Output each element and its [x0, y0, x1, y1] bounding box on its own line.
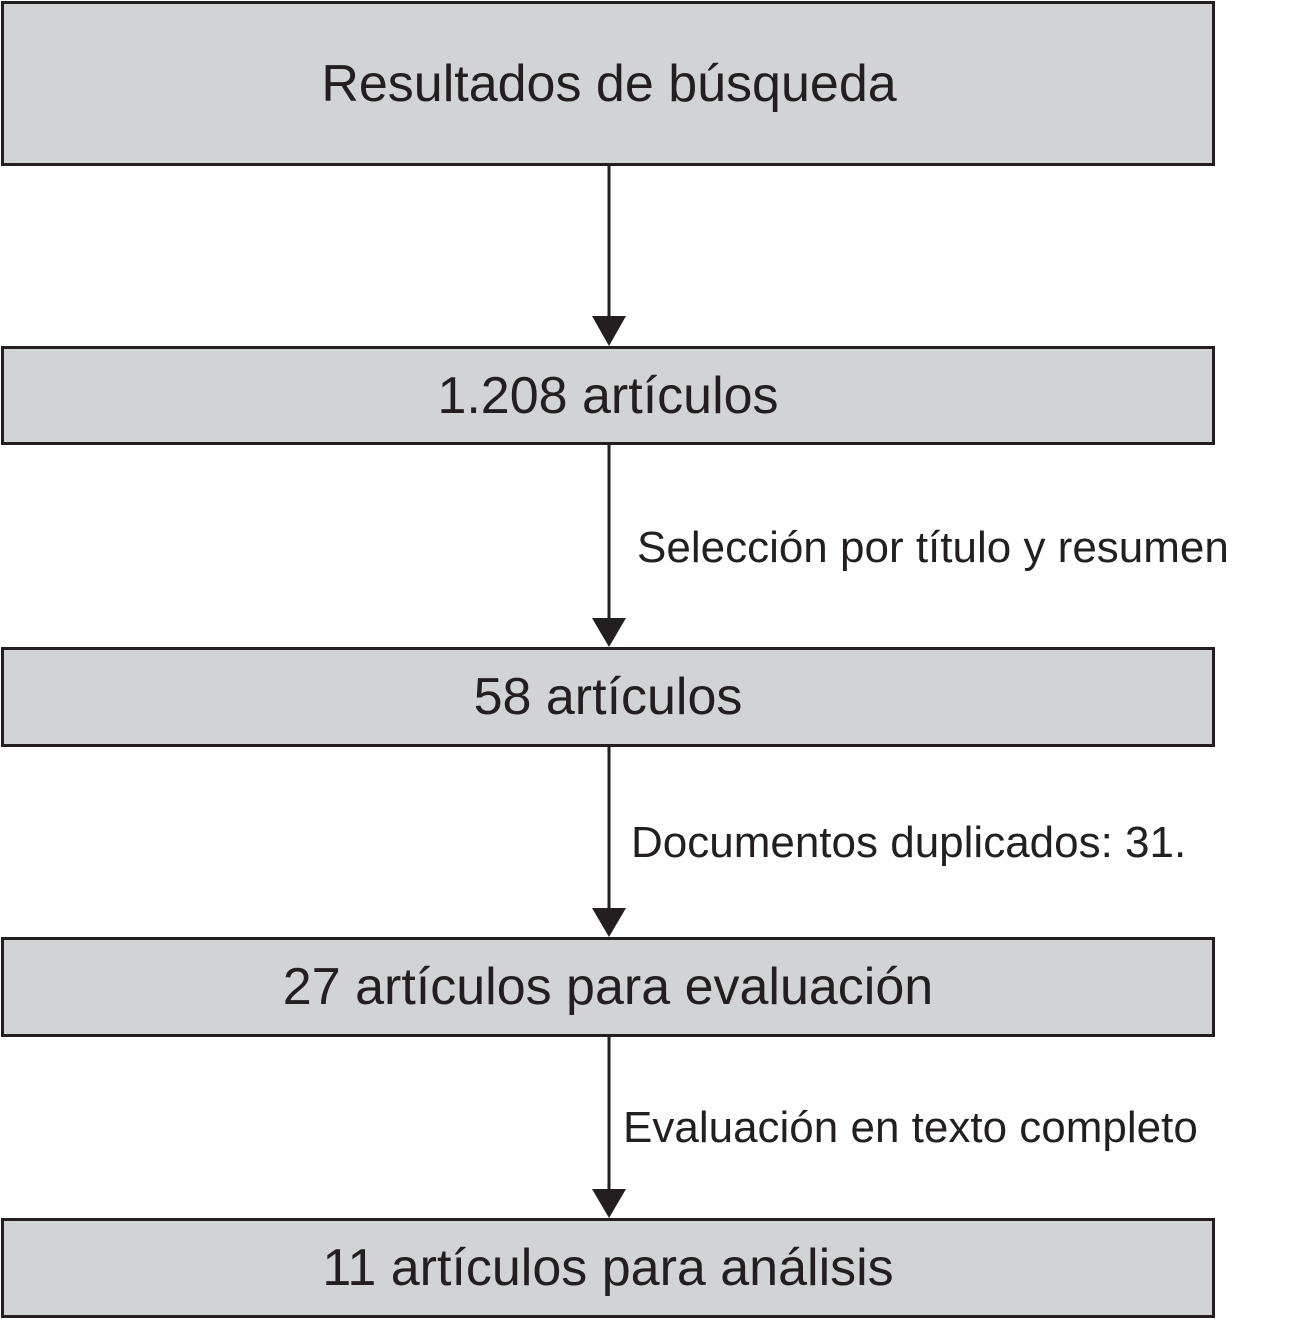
- transition-label-duplicates: Documentos duplicados: 31.: [631, 818, 1187, 867]
- step-text-11-articles-analysis: 11 artículos para análisis: [322, 1239, 894, 1297]
- arrow-4: [592, 1037, 626, 1218]
- step-box-11-articles-analysis: [1, 1218, 1215, 1318]
- arrow-1: [592, 166, 626, 346]
- step-box-58-articles: [1, 647, 1215, 747]
- step-text-27-articles-evaluation: 27 artículos para evaluación: [282, 958, 934, 1016]
- step-box-27-articles-evaluation: [1, 937, 1215, 1037]
- arrow-3: [592, 747, 626, 937]
- step-box-1208-articles: [1, 346, 1215, 445]
- arrow-2: [592, 445, 626, 647]
- step-text-1208-articles: 1.208 artículos: [437, 366, 779, 425]
- transition-label-title-abstract-selection: Selección por título y resumen: [637, 523, 1229, 572]
- step-text-search-results: Resultados de búsqueda: [321, 54, 897, 113]
- step-box-search-results: [1, 1, 1215, 166]
- transition-label-full-text-evaluation: Evaluación en texto completo: [623, 1103, 1198, 1152]
- step-text-58-articles: 58 artículos: [473, 668, 743, 726]
